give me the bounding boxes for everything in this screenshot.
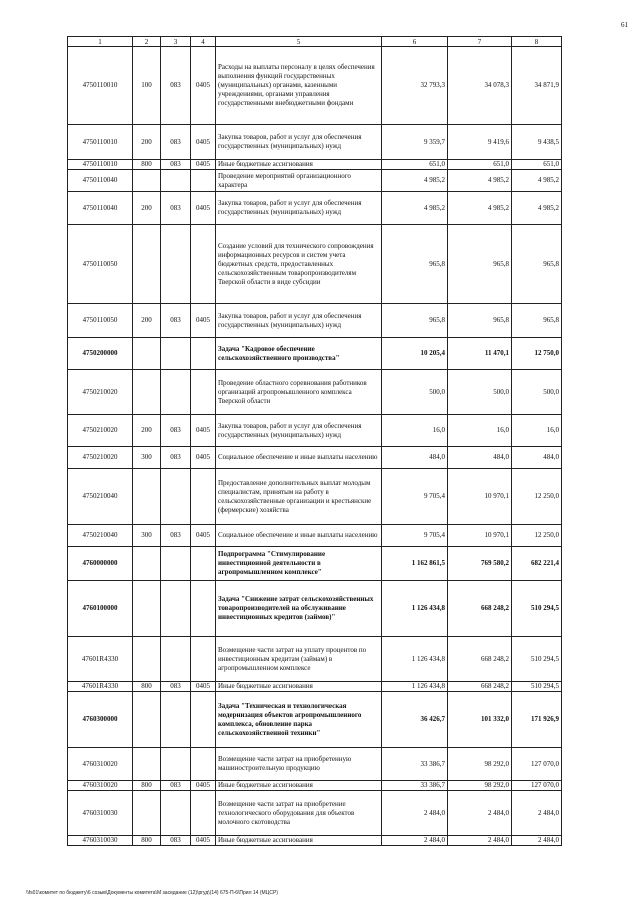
row-amount-year-3: 4 985,2 [512,192,562,225]
table-row [68,581,562,637]
row-section-code: 0405 [191,304,216,338]
row-amount-year-3: 127 070,0 [512,748,562,781]
row-administrator-code: 083 [161,47,191,125]
row-administrator-code: 083 [161,525,191,547]
row-name: Социальное обеспечение и иные выплаты населению [216,525,382,547]
row-administrator-code [161,469,191,525]
table-row [68,170,562,192]
table-row [68,447,562,469]
row-section-code: 0405 [191,415,216,447]
row-name: Закупка товаров, работ и услуг для обеспечения государственных (муниципальных) нужд [216,304,382,338]
row-amount-year-2: 668 248,2 [448,637,512,682]
row-administrator-code: 083 [161,836,191,846]
row-amount-year-3: 484,0 [512,447,562,469]
column-number: 4 [191,37,216,47]
row-name: Проведение областного соревнования работников организаций агропромышленного комплекса Тверской области [216,370,382,415]
row-expense-type: 300 [133,447,161,469]
table-row [68,637,562,682]
row-administrator-code: 083 [161,125,191,160]
file-path-footer: \\fs01\комитет по бюджету\6 созыв\Документы комитета\М заседание (12)\ргуд\(14) 675-П-6\Прил 14 (МЦСР) [26,890,278,896]
row-amount-year-1: 33 386,7 [382,748,448,781]
row-code: 47601R4330 [68,682,133,692]
row-code: 47601R4330 [68,637,133,682]
row-code: 4760310030 [68,791,133,836]
row-expense-type: 200 [133,304,161,338]
row-name: Задача "Техническая и технологическая модернизация объектов агропромышленного комплекса, обновление парка сельскохозяйственной техники" [216,692,382,748]
row-name: Расходы на выплаты персоналу в целях обеспечения выполнения функций государственных (муниципальных) органами, казенными учреждениями, органами управления государственными внебюджетными фондами [216,47,382,125]
row-amount-year-3: 965,8 [512,304,562,338]
row-section-code: 0405 [191,125,216,160]
row-name: Предоставление дополнительных выплат молодым специалистам, принятым на работу в сельскохозяйственные организации и крестьянские (фермерские) хозяйства [216,469,382,525]
row-section-code: 0405 [191,47,216,125]
row-administrator-code [161,692,191,748]
row-amount-year-2: 11 470,1 [448,338,512,370]
row-amount-year-3: 4 985,2 [512,170,562,192]
row-amount-year-1: 9 705,4 [382,525,448,547]
row-section-code [191,547,216,581]
table-row [68,160,562,170]
row-amount-year-1: 2 484,0 [382,791,448,836]
row-amount-year-3: 965,8 [512,225,562,304]
row-name: Проведение мероприятий организационного характера [216,170,382,192]
table-row [68,192,562,225]
row-amount-year-3: 171 926,9 [512,692,562,748]
row-section-code [191,469,216,525]
row-section-code: 0405 [191,682,216,692]
row-amount-year-1: 965,8 [382,304,448,338]
row-amount-year-1: 4 985,2 [382,192,448,225]
row-expense-type [133,637,161,682]
row-code: 4750210020 [68,447,133,469]
row-code: 4750110050 [68,225,133,304]
row-section-code [191,637,216,682]
row-section-code: 0405 [191,160,216,170]
row-amount-year-3: 682 221,4 [512,547,562,581]
column-number: 7 [448,37,512,47]
row-administrator-code: 083 [161,682,191,692]
table-row [68,370,562,415]
table-row [68,525,562,547]
row-amount-year-2: 10 970,1 [448,525,512,547]
row-section-code [191,338,216,370]
row-amount-year-2: 965,8 [448,304,512,338]
table-row [68,781,562,791]
row-code: 4750110010 [68,160,133,170]
row-code: 4760000000 [68,547,133,581]
row-section-code: 0405 [191,781,216,791]
table-row [68,692,562,748]
row-section-code [191,581,216,637]
row-amount-year-1: 4 985,2 [382,170,448,192]
row-administrator-code: 083 [161,192,191,225]
row-administrator-code: 083 [161,415,191,447]
row-administrator-code: 083 [161,304,191,338]
row-amount-year-1: 16,0 [382,415,448,447]
row-administrator-code: 083 [161,447,191,469]
row-code: 4760310030 [68,836,133,846]
table-row [68,338,562,370]
row-name: Подпрограмма "Стимулирование инвестиционной деятельности в агропромышленном комплексе" [216,547,382,581]
row-amount-year-2: 4 985,2 [448,192,512,225]
table-row [68,469,562,525]
row-administrator-code [161,225,191,304]
row-administrator-code: 083 [161,781,191,791]
row-expense-type [133,469,161,525]
row-name: Возмещение части затрат на приобретение технологического оборудования для объектов молочного скотоводства [216,791,382,836]
row-administrator-code [161,581,191,637]
table-row [68,125,562,160]
row-section-code: 0405 [191,192,216,225]
row-amount-year-2: 16,0 [448,415,512,447]
row-expense-type [133,692,161,748]
row-administrator-code [161,338,191,370]
row-amount-year-2: 98 292,0 [448,781,512,791]
row-expense-type: 800 [133,682,161,692]
row-expense-type [133,370,161,415]
row-expense-type [133,170,161,192]
row-code: 4750210040 [68,525,133,547]
column-number: 5 [216,37,382,47]
row-expense-type: 100 [133,47,161,125]
row-expense-type [133,225,161,304]
row-amount-year-2: 484,0 [448,447,512,469]
column-number: 3 [161,37,191,47]
row-amount-year-1: 32 793,3 [382,47,448,125]
column-number: 2 [133,37,161,47]
row-amount-year-1: 33 386,7 [382,781,448,791]
column-number: 1 [68,37,133,47]
row-administrator-code [161,547,191,581]
row-amount-year-3: 510 294,5 [512,581,562,637]
row-amount-year-3: 500,0 [512,370,562,415]
row-expense-type: 200 [133,125,161,160]
row-expense-type: 800 [133,781,161,791]
row-section-code [191,370,216,415]
row-section-code: 0405 [191,447,216,469]
table-row [68,791,562,836]
row-expense-type: 200 [133,415,161,447]
row-section-code [191,225,216,304]
row-amount-year-3: 12 250,0 [512,525,562,547]
row-code: 4750200000 [68,338,133,370]
row-code: 4750110040 [68,192,133,225]
row-amount-year-3: 510 294,5 [512,637,562,682]
row-name: Закупка товаров, работ и услуг для обеспечения государственных (муниципальных) нужд [216,192,382,225]
row-amount-year-3: 9 438,5 [512,125,562,160]
row-expense-type [133,338,161,370]
row-amount-year-3: 16,0 [512,415,562,447]
row-name: Социальное обеспечение и иные выплаты населению [216,447,382,469]
row-amount-year-2: 500,0 [448,370,512,415]
row-code: 4750210020 [68,415,133,447]
row-amount-year-2: 2 484,0 [448,791,512,836]
row-code: 4750110040 [68,170,133,192]
table-row [68,836,562,846]
row-code: 4750110010 [68,125,133,160]
row-section-code [191,170,216,192]
row-expense-type: 200 [133,192,161,225]
row-amount-year-2: 10 970,1 [448,469,512,525]
table-row [68,547,562,581]
row-amount-year-1: 484,0 [382,447,448,469]
row-code: 4760100000 [68,581,133,637]
row-name: Задача "Кадровое обеспечение сельскохозяйственного производства" [216,338,382,370]
row-section-code [191,692,216,748]
table-row [68,748,562,781]
row-amount-year-1: 500,0 [382,370,448,415]
row-administrator-code [161,748,191,781]
row-name: Иные бюджетные ассигнования [216,836,382,846]
row-expense-type [133,581,161,637]
row-section-code: 0405 [191,525,216,547]
row-administrator-code [161,637,191,682]
row-amount-year-1: 2 484,0 [382,836,448,846]
row-administrator-code [161,791,191,836]
row-amount-year-1: 651,0 [382,160,448,170]
row-name: Задача "Снижение затрат сельскохозяйственных товаропроизводителей на обслуживание инвестиционных кредитов (займов)" [216,581,382,637]
table-row [68,415,562,447]
column-number-row [68,37,562,47]
row-amount-year-1: 965,8 [382,225,448,304]
row-amount-year-2: 668 248,2 [448,682,512,692]
page-number: 61 [621,21,628,29]
row-amount-year-2: 4 985,2 [448,170,512,192]
row-amount-year-3: 510 294,5 [512,682,562,692]
row-name: Закупка товаров, работ и услуг для обеспечения государственных (муниципальных) нужд [216,415,382,447]
row-name: Закупка товаров, работ и услуг для обеспечения государственных (муниципальных) нужд [216,125,382,160]
row-amount-year-3: 127 070,0 [512,781,562,791]
row-name: Возмещение части затрат на приобретенную машиностроительную продукцию [216,748,382,781]
row-expense-type [133,748,161,781]
row-section-code [191,791,216,836]
row-amount-year-3: 12 750,0 [512,338,562,370]
row-code: 4760310020 [68,781,133,791]
row-code: 4750110050 [68,304,133,338]
table-row [68,682,562,692]
row-amount-year-2: 9 419,6 [448,125,512,160]
row-administrator-code [161,370,191,415]
row-expense-type: 800 [133,836,161,846]
row-amount-year-2: 34 078,3 [448,47,512,125]
row-amount-year-3: 2 484,0 [512,836,562,846]
row-expense-type [133,791,161,836]
row-administrator-code [161,170,191,192]
row-amount-year-1: 9 359,7 [382,125,448,160]
column-number: 6 [382,37,448,47]
row-code: 4760310020 [68,748,133,781]
row-amount-year-1: 1 162 861,5 [382,547,448,581]
row-amount-year-3: 34 871,9 [512,47,562,125]
row-amount-year-1: 1 126 434,8 [382,637,448,682]
row-code: 4750210040 [68,469,133,525]
row-section-code [191,748,216,781]
row-expense-type: 300 [133,525,161,547]
row-expense-type: 800 [133,160,161,170]
row-amount-year-1: 36 426,7 [382,692,448,748]
row-name: Иные бюджетные ассигнования [216,682,382,692]
row-code: 4750110010 [68,47,133,125]
row-amount-year-1: 10 205,4 [382,338,448,370]
budget-table [67,36,562,846]
table-row [68,304,562,338]
row-name: Иные бюджетные ассигнования [216,160,382,170]
row-expense-type [133,547,161,581]
row-amount-year-3: 651,0 [512,160,562,170]
table-row [68,47,562,125]
row-amount-year-2: 2 484,0 [448,836,512,846]
row-amount-year-2: 98 292,0 [448,748,512,781]
row-amount-year-2: 651,0 [448,160,512,170]
row-amount-year-2: 769 580,2 [448,547,512,581]
row-amount-year-2: 101 332,0 [448,692,512,748]
row-code: 4760300000 [68,692,133,748]
column-number: 8 [512,37,562,47]
row-name: Возмещение части затрат на уплату процентов по инвестиционным кредитам (займам) в агропромышленном комплексе [216,637,382,682]
row-section-code: 0405 [191,836,216,846]
row-amount-year-1: 1 126 434,8 [382,682,448,692]
row-amount-year-3: 12 250,0 [512,469,562,525]
row-name: Иные бюджетные ассигнования [216,781,382,791]
table-row [68,225,562,304]
row-name: Создание условий для технического сопровождения информационных ресурсов и систем учета бюджетных средств, предоставленных сельскохозяйственным товаропроизводителям Тверской области в виде субсидии [216,225,382,304]
row-amount-year-2: 668 248,2 [448,581,512,637]
row-amount-year-2: 965,8 [448,225,512,304]
row-code: 4750210020 [68,370,133,415]
row-amount-year-3: 2 484,0 [512,791,562,836]
row-amount-year-1: 1 126 434,8 [382,581,448,637]
row-amount-year-1: 9 705,4 [382,469,448,525]
row-administrator-code: 083 [161,160,191,170]
